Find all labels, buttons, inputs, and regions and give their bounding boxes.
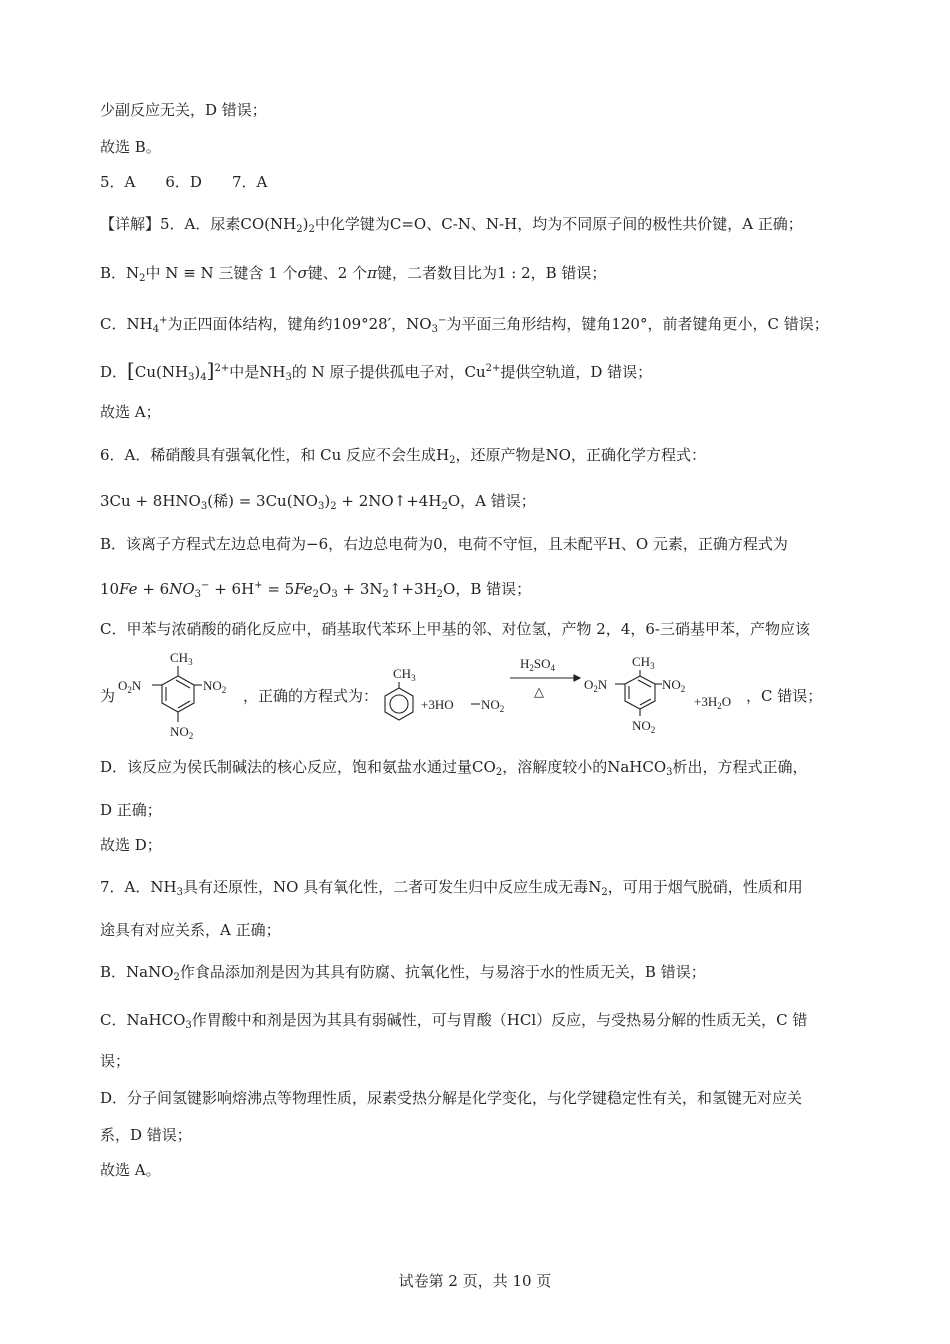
tnt-structure-diagram: [116, 648, 241, 744]
text-line: 故选 D；: [100, 836, 162, 854]
text-line: 为: [100, 687, 116, 705]
svg-text:NO2: $NO_2$: [203, 678, 227, 695]
equation-line: $10Fe + 6NO_3^- + 6H^+ = 5Fe_2O_3$ + $3N_2↑+3H_2O$，B 错误；: [100, 580, 532, 600]
svg-text:O2N: $O_2N$: [118, 678, 142, 695]
text-line: ，正确的方程式为：: [243, 687, 379, 705]
text-line: 途具有对应关系，A 正确；: [100, 921, 281, 939]
text-line: 故选 A；: [100, 403, 161, 421]
answer-line: 5．A 6．D 7．A: [100, 173, 268, 191]
text-line: D 正确；: [100, 801, 162, 819]
svg-text:NO2: $NO_2$: [481, 697, 505, 714]
text-line: 【详解】5．A．尿素$CO(NH_2)_2$中化学键为C=O、C-N、N-H，均为不同原子间的极性共价键，A 正确；: [100, 215, 803, 235]
water-product: [692, 690, 752, 714]
svg-text:O2N: $O_2N$: [584, 677, 608, 694]
reaction-arrow: [508, 652, 588, 712]
svg-text:△: △: [534, 684, 544, 699]
svg-text:+3HO: +3HO: [421, 697, 454, 712]
text-line: B．NaNO$_2$作食品添加剂是因为其具有防腐、抗氧化性，与易溶于水的性质无关，B 错误；: [100, 963, 706, 983]
text-line: B．该离子方程式左边总电荷为−6，右边总电荷为0，电荷不守恒，且未配平H、O 元素，正确方程式为: [100, 535, 788, 553]
svg-text:H2SO4: $H_2SO_4$: [520, 656, 556, 673]
text-line: C．NaHCO$_3$作胃酸中和剂是因为其具有弱碱性，可与胃酸（HCl）反应，与受热易分解的性质无关，C 错: [100, 1011, 808, 1031]
svg-text:CH3: $CH_3$: [632, 654, 655, 671]
text-line: 故选 A。: [100, 1161, 161, 1179]
equation-line: $3Cu + 8HNO_3$(稀) = $3Cu(NO_3)_2$ + $2NO↑+4H_2O$，A 错误；: [100, 492, 536, 512]
svg-text:+3H2O: $+3H_2O$: [694, 694, 732, 711]
page-footer: 试卷第 2 页，共 10 页: [398, 1272, 552, 1290]
text-line: 7．A．$NH_3$具有还原性，NO 具有氧化性，二者可发生归中反应生成无毒$N_2$，可用于烟气脱硝，性质和用: [100, 878, 803, 898]
text-line: D．$[Cu(NH_3)_4]^{2+}$中是$NH_3$的 N 原子提供孤电子对，$Cu^{2+}$提供空轨道，D 错误；: [100, 358, 653, 383]
text-line: 少副反应无关，D 错误；: [100, 101, 267, 119]
tnt-product-diagram: [582, 652, 692, 736]
text-line: ，C 错误；: [746, 687, 823, 705]
text-line: B．$N_2$中 N ≡ N 三键含 1 个σ键、2 个π键，二者数目比为1 : 2，B 错误；: [100, 264, 607, 284]
svg-text:CH3: $CH_3$: [393, 666, 416, 683]
text-line: 6．A．稀硝酸具有强氧化性，和 Cu 反应不会生成$H_2$，还原产物是NO，正确化学方程式：: [100, 446, 706, 466]
text-line: 误；: [100, 1052, 131, 1070]
svg-text:NO2: $NO_2$: [632, 718, 656, 735]
toluene-reactant-diagram: [375, 664, 525, 724]
svg-text:CH3: $CH_3$: [170, 650, 193, 667]
text-line: D．分子间氢键影响熔沸点等物理性质，尿素受热分解是化学变化，与化学键稳定性有关，和氢键无对应关: [100, 1089, 803, 1107]
text-line: C．甲苯与浓硝酸的硝化反应中，硝基取代苯环上甲基的邻、对位氢，产物 2，4，6-三硝基甲苯，产物应该: [100, 620, 810, 638]
text-line: 系，D 错误；: [100, 1126, 192, 1144]
text-line: D．该反应为侯氏制碱法的核心反应，饱和氨盐水通过量$CO_2$，溶解度较小的NaHCO$_3$析出，方程式正确，: [100, 758, 808, 778]
svg-text:NO2: $NO_2$: [170, 724, 194, 741]
text-line: 故选 B。: [100, 138, 161, 156]
svg-text:NO2: $NO_2$: [662, 677, 686, 694]
text-line: C．$NH_4^+$为正四面体结构，键角约109°28′，$NO_3^-$为平面三角形结构，键角120°，前者键角更小，C 错误；: [100, 315, 829, 335]
